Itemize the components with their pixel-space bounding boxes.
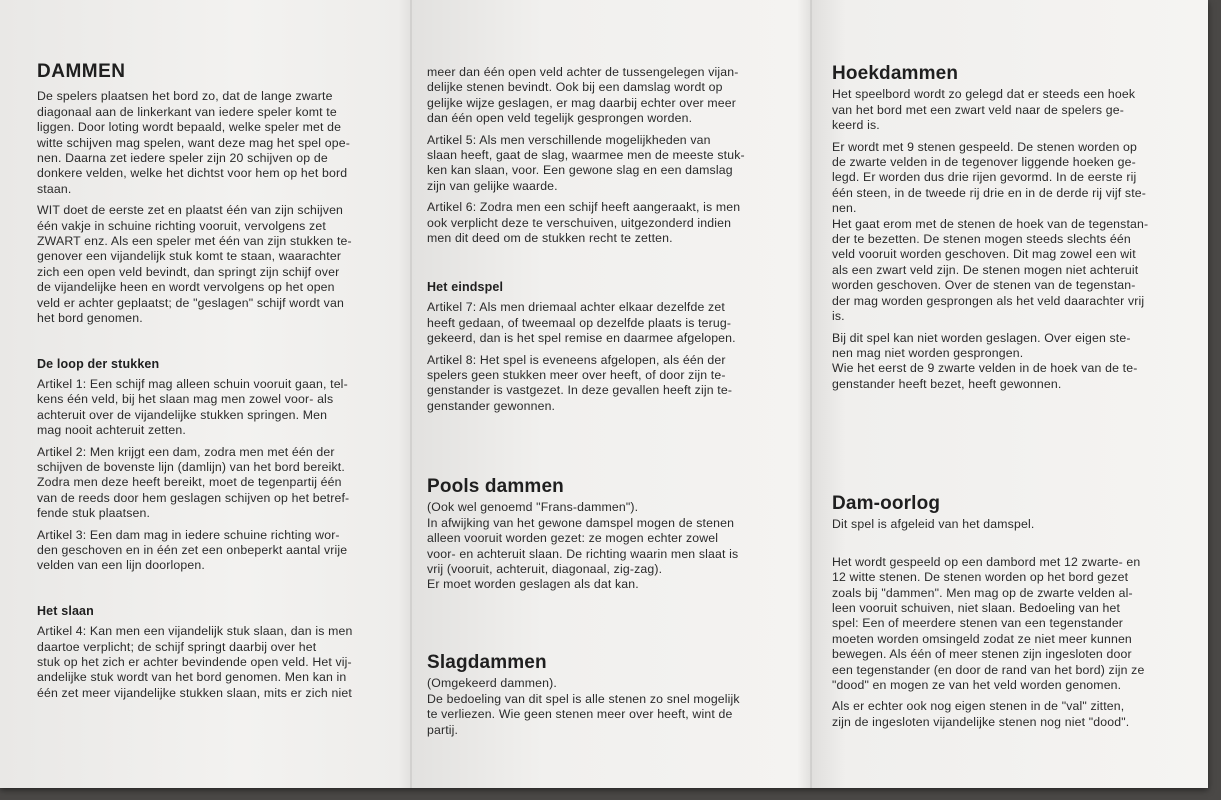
fold-line-left <box>410 0 412 788</box>
section-title-dam-oorlog: Dam-oorlog <box>832 493 941 514</box>
section-title-pools-dammen: Pools dammen <box>427 476 564 497</box>
subheading-loop-der-stukken: De loop der stukken <box>37 356 160 371</box>
subheading-het-slaan: Het slaan <box>37 603 94 618</box>
slagdammen-text: (Omgekeerd dammen). De bedoeling van dit spel is alle stenen zo snel mogelijk te verliezen. Wie geen stenen meer over heeft, wint de partij. <box>427 676 740 737</box>
dam-oorlog-rules: Het wordt gespeeld op een dambord met 12 zwarte- en 12 witte stenen. De stenen worden op het bord gezet zoals bij "dammen". Men mag op de zwarte velden al- leen vooruit schuiven, niet slaan. Bedoeling van het spel: Een of meerdere stenen van een tegenstander moeten worden omsingeld zodat ze niet meer kunnen bewegen. Als één of meer stenen zijn ingesloten door een tegenstander (en door de rand van het bord) zijn ze "dood" en mogen ze van het veld worden genomen. <box>832 554 1145 693</box>
artikel-3: Artikel 3: Een dam mag in iedere schuine richting wor- den geschoven en in één zet een onbeperkt aantal vrije velden van een lijn doorlopen. <box>37 527 348 573</box>
artikel-1: Artikel 1: Een schijf mag alleen schuin vooruit gaan, tel- kens één veld, bij het slaan mag men zowel voor- als achteruit over de vijandelijke stukken springen. Men mag nooit achteruit zetten. <box>37 376 348 438</box>
column-middle <box>427 65 792 765</box>
artikel-8: Artikel 8: Het spel is eveneens afgelopen, als één der spelers geen stukken meer over heeft, of door zijn te- genstander is vastgezet. In deze gevallen heeft zijn te- genstander gewonnen. <box>427 352 733 413</box>
dam-oorlog-note: Als er echter ook nog eigen stenen in de "val" zitten, zijn de ingesloten vijandelijke stenen nog niet "dood". <box>832 699 1130 729</box>
column-right <box>832 63 1192 766</box>
artikel-6: Artikel 6: Zodra men een schijf heeft aangeraakt, is men ook verplicht deze te verschuiven, uitgezonderd indien men dit deed om de stukken recht te zetten. <box>427 200 741 246</box>
hoekdammen-paragraph-3: Bij dit spel kan niet worden geslagen. Over eigen ste- nen mag niet worden gesprongen. Wie het eerst de 9 zwarte velden in de hoek van de te- genstander heeft bezet, heeft gewonnen. <box>832 330 1138 391</box>
intro-paragraph-1: De spelers plaatsen het bord zo, dat de lange zwarte diagonaal aan de linkerkant van iedere speler komt te liggen. Door loting wordt bepaald, welke speler met de witte schijven mag spelen, want deze mag het spel ope- nen. Daarna zet iedere speler zijn 20 schijven op de donkere velden, welke het dichtst voor hem op het bord staan. <box>37 89 350 196</box>
intro-paragraph-2: WIT doet de eerste zet en plaatst één van zijn schijven één vakje in schuine richting vooruit, vervolgens zet ZWART enz. Als een speler met één van zijn stukken te- genover een vijandelijk stuk komt te staan, waarachter zich een open veld bevindt, dan springt zijn schijf over de vijandelijke heen en wordt vervolgens op het open veld er achter geplaatst; de "geslagen" schijf wordt van het bord genomen. <box>37 203 352 326</box>
pools-dammen-text: (Ook wel genoemd "Frans-dammen"). In afwijking van het gewone damspel mogen de stenen alleen vooruit worden gezet: ze mogen echter zowel voor- en achteruit slaan. De richting waarin men slaat is vrij (vooruit, achteruit, diagonaal, zig-zag). Er moet worden geslagen als dat kan. <box>427 500 739 592</box>
section-title-slagdammen: Slagdammen <box>427 652 547 673</box>
section-title-dammen: DAMMEN <box>37 61 126 82</box>
hoekdammen-paragraph-2: Er wordt met 9 stenen gespeeld. De stenen worden op de zwarte velden in de tegenover liggende hoeken ge- legd. Er worden dus drie rijen gevormd. In de eerste rij één steen, in de tweede rij drie en in de derde rij vijf ste- nen. Het gaat erom met de stenen de hoek van de tegenstan- der te bezetten. De stenen mogen steeds slechts één veld vooruit worden geschoven. Dit mag zowel een wit als een zwart veld zijn. De stenen mogen niet achteruit worden geschoven. Over de stenen van de tegenstan- der mag worden gesprongen als het veld daarachter vrij is. <box>832 139 1149 324</box>
fold-line-right <box>810 0 812 788</box>
artikel-4: Artikel 4: Kan men een vijandelijk stuk slaan, dan is men daartoe verplicht; de schijf springt daarbij over het stuk op het zich er achter bevindende open veld. Het vij- andelijke stuk wordt van het bord genomen. Men kan in één zet meer vijandelijke stukken slaan, mits er zich niet <box>37 624 353 700</box>
artikel-7: Artikel 7: Als men driemaal achter elkaar dezelfde zet heeft gedaan, of tweemaal op dezelfde plaats is terug- gekeerd, dan is het spel remise en daarmee afgelopen. <box>427 300 736 346</box>
column-dammen <box>37 61 397 707</box>
artikel-5: Artikel 5: Als men verschillende mogelijkheden van slaan heeft, gaat de slag, waarmee men de meeste stuk- ken kan slaan, voor. Een gewone slag en een damslag zijn van gelijke waarde. <box>427 132 745 193</box>
section-title-hoekdammen: Hoekdammen <box>832 63 959 84</box>
hoekdammen-paragraph-1: Het speelbord wordt zo gelegd dat er steeds een hoek van het bord met een zwart veld naar de spelers ge- keerd is. <box>832 87 1136 133</box>
artikel-2: Artikel 2: Men krijgt een dam, zodra men met één der schijven de bovenste lijn (damlijn) van het bord bereikt. Zodra men deze heeft bereikt, moet de tegenpartij één van de reeds door hem geslagen schijven op het betref- fende stuk plaatsen. <box>37 444 350 521</box>
artikel-4-continued: meer dan één open veld achter de tussengelegen vijan- delijke stenen bevindt. Ook bij een damslag wordt op gelijke wijze geslagen, er mag daarbij echter over meer dan één open veld tegelijk gesprongen worden. <box>427 65 739 126</box>
dam-oorlog-intro: Dit spel is afgeleid van het damspel. <box>832 517 1035 532</box>
subheading-het-eindspel: Het eindspel <box>427 280 504 294</box>
